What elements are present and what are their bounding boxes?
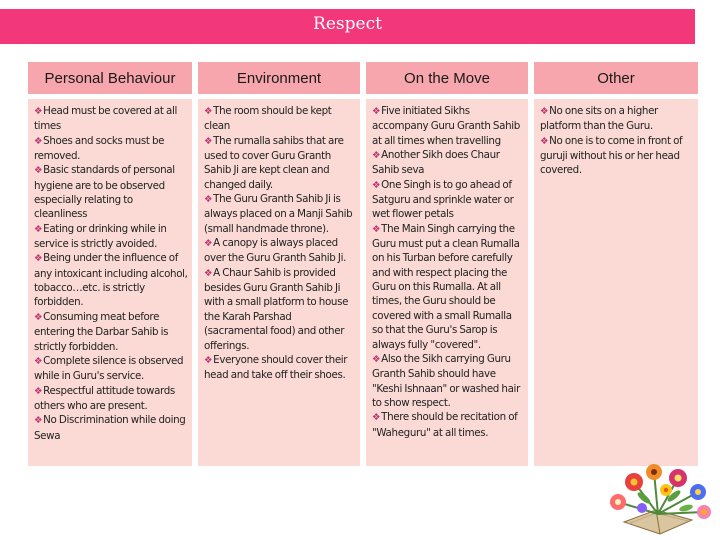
column-environment: [198, 99, 360, 466]
diamond-flower-bullet-icon: ❖: [372, 353, 381, 365]
list-item-text: Consuming meat before entering the Darbar Sahib is strictly forbidden.: [34, 310, 169, 353]
list-item: [204, 134, 356, 192]
list-item: [372, 178, 524, 222]
list-item-text: Head must be covered at all times: [34, 105, 177, 133]
list-item-text: Also the Sikh carrying Guru Granth Sahib should have "Keshi Ishnaan" or washed hair to show respect.: [372, 352, 520, 409]
diamond-flower-bullet-icon: ❖: [34, 135, 43, 147]
list-item-text: Eating or drinking while in service is strictly avoided.: [34, 222, 167, 251]
diamond-flower-bullet-icon: ❖: [372, 223, 381, 235]
diamond-flower-bullet-icon: ❖: [540, 106, 549, 117]
list-item-text: A Chaur Sahib is provided besides Guru Granth Sahib Ji with a small platform to house the Karah Parshad (sacramental food) and other offerings.: [204, 266, 349, 352]
header-on-the-move: On the Move: [366, 62, 528, 94]
list-item-text: No one sits on a higher platform than the Guru.: [540, 105, 658, 133]
diamond-flower-bullet-icon: ❖: [34, 165, 43, 177]
list-item: [540, 134, 694, 178]
list-item: [34, 310, 188, 354]
diamond-flower-bullet-icon: ❖: [204, 194, 213, 206]
diamond-flower-bullet-icon: ❖: [34, 355, 43, 367]
list-item-text: Everyone should cover their head and take off their shoes.: [204, 353, 348, 382]
list-item: [34, 413, 188, 443]
column-other: [534, 99, 698, 466]
header-personal-behaviour: Personal Behaviour: [28, 62, 192, 94]
diamond-flower-bullet-icon: ❖: [34, 253, 43, 265]
diamond-flower-bullet-icon: ❖: [204, 267, 213, 279]
list-item: [34, 163, 188, 221]
list-item-text: One Singh is to go ahead of Satguru and sprinkle water or wet flower petals: [372, 178, 514, 221]
header-other: Other: [534, 62, 698, 94]
diamond-flower-bullet-icon: ❖: [34, 415, 43, 427]
column-on-the-move: [366, 99, 528, 466]
list-item-text: Basic standards of personal hygiene are to be observed especially relating to cleanliness: [34, 164, 175, 221]
list-item: [204, 353, 356, 383]
list-item: [34, 251, 188, 309]
list-item: [372, 222, 524, 352]
column-personal-behaviour: [28, 99, 192, 466]
list-item-text: The rumalla sahibs that are used to cover Guru Granth Sahib Ji are kept clean and changed daily.: [204, 134, 344, 191]
diamond-flower-bullet-icon: ❖: [372, 412, 381, 424]
diamond-flower-bullet-icon: ❖: [372, 150, 381, 162]
diamond-flower-bullet-icon: ❖: [204, 135, 213, 147]
diamond-flower-bullet-icon: ❖: [540, 135, 549, 147]
list-item-text: No Discrimination while doing Sewa: [34, 414, 186, 442]
list-item: [204, 266, 356, 353]
list-item: [204, 192, 356, 236]
list-item: [34, 104, 188, 134]
list-item-text: The room should be kept clean: [204, 105, 332, 133]
list-item: [34, 354, 188, 384]
diamond-flower-bullet-icon: ❖: [34, 385, 43, 397]
list-item-text: Respectful attitude towards others who are present.: [34, 384, 175, 412]
list-item-text: Five initiated Sikhs accompany Guru Granth Sahib at all times when travelling: [372, 105, 520, 147]
list-item-text: The Guru Granth Sahib Ji is always placed on a Manji Sahib (small handmade throne).: [204, 193, 353, 235]
list-item-text: There should be recitation of "Waheguru" at all times.: [372, 411, 518, 439]
diamond-flower-bullet-icon: ❖: [34, 106, 43, 117]
list-item: [34, 222, 188, 252]
list-item: [204, 104, 356, 134]
slide-title: Respect: [313, 14, 382, 34]
list-item-text: The Main Singh carrying the Guru must put a clean Rumalla on his Turban before carefully and with respect placing the Guru on this Rumalla. At all times, the Guru should be covered with a small Rumalla so that the Guru's Sarop is always fully "covered".: [372, 222, 520, 351]
list-item-text: Shoes and socks must be removed.: [34, 134, 165, 163]
respect-table: [28, 62, 705, 466]
diamond-flower-bullet-icon: ❖: [372, 106, 381, 117]
diamond-flower-bullet-icon: ❖: [34, 311, 43, 323]
list-item: [204, 236, 356, 266]
list-item-text: Being under the influence of any intoxicant including alcohol, tobacco…etc. is strictly forbidden.: [34, 252, 188, 309]
diamond-flower-bullet-icon: ❖: [34, 223, 43, 235]
list-item: [372, 148, 524, 178]
diamond-flower-bullet-icon: ❖: [204, 238, 213, 250]
list-item-text: A canopy is always placed over the Guru Granth Sahib Ji.: [204, 237, 347, 265]
diamond-flower-bullet-icon: ❖: [204, 106, 213, 117]
list-item: [34, 384, 188, 414]
flowers-book-decoration: [594, 462, 720, 540]
diamond-flower-bullet-icon: ❖: [204, 354, 213, 366]
list-item: [34, 134, 188, 164]
header-environment: Environment: [198, 62, 360, 94]
list-item: [540, 104, 694, 134]
list-item: [372, 104, 524, 148]
diamond-flower-bullet-icon: ❖: [372, 179, 381, 191]
list-item-text: Complete silence is observed while in Guru's service.: [34, 354, 184, 383]
list-item-text: No one is to come in front of guruji without his or her head covered.: [540, 134, 683, 177]
list-item: [372, 410, 524, 440]
list-item-text: Another Sikh does Chaur Sahib seva: [372, 149, 500, 177]
list-item: [372, 352, 524, 410]
